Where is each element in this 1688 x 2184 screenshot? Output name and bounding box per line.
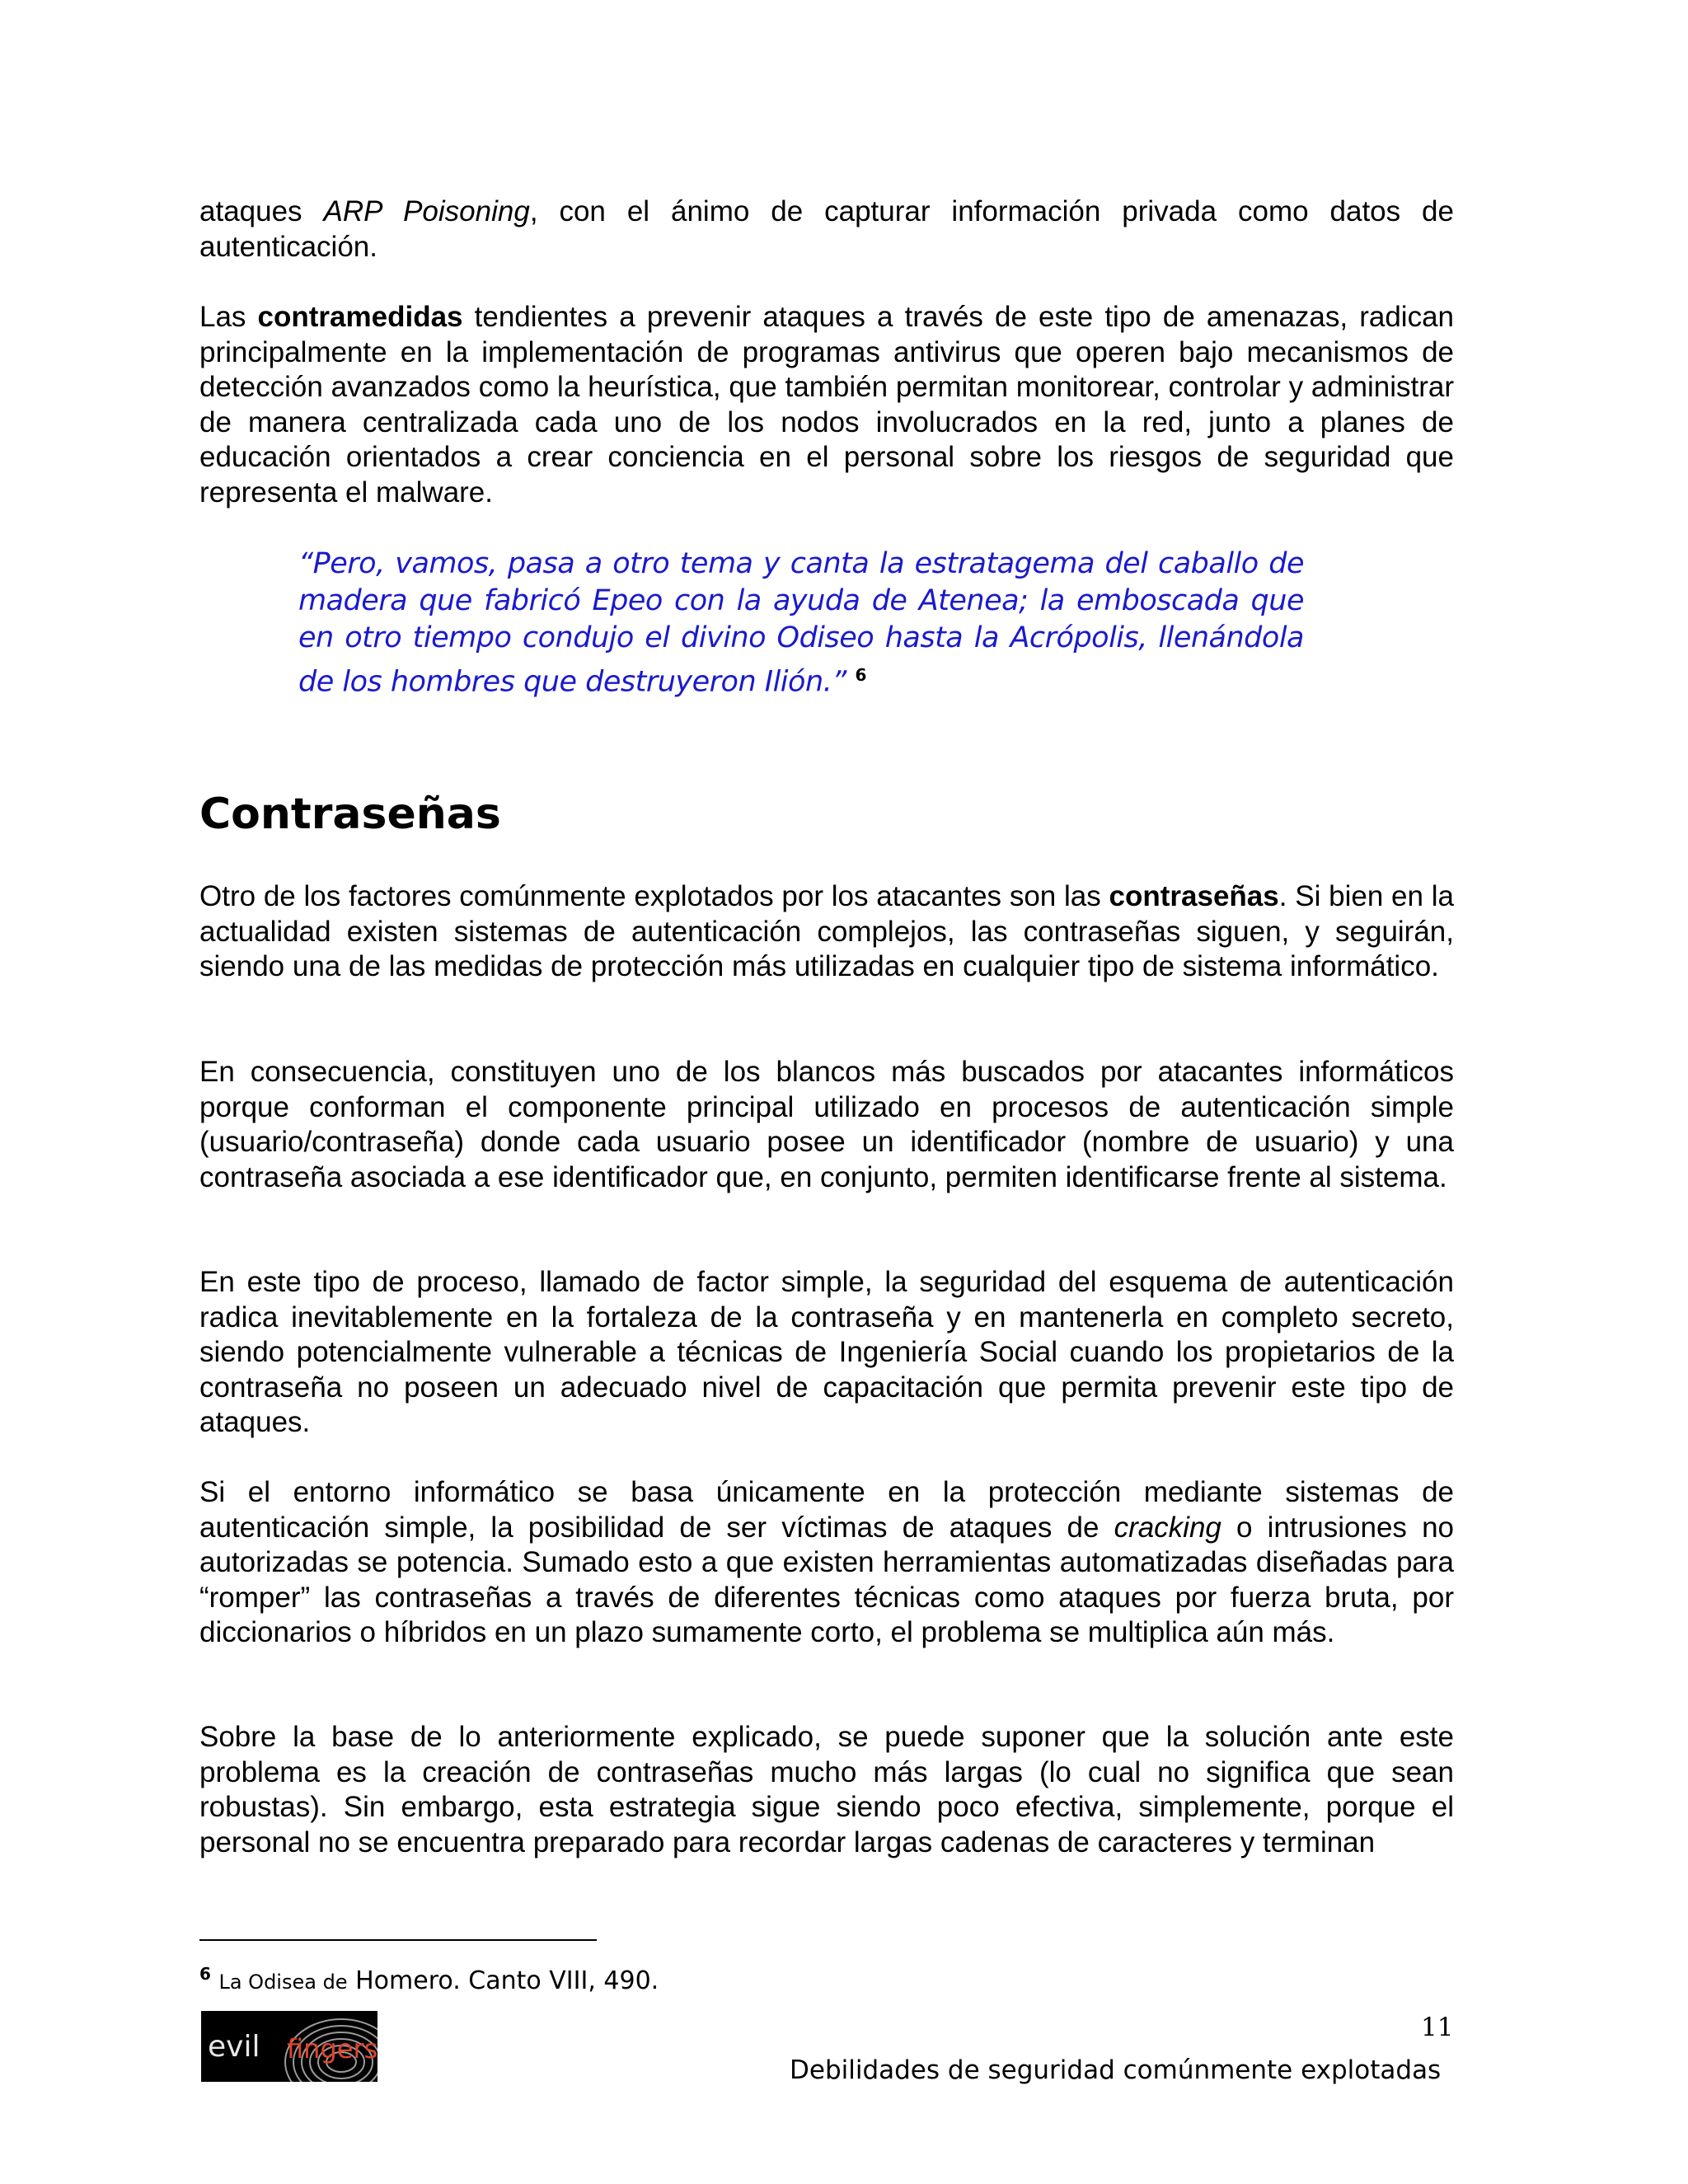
logo-word-fingers: fingers (287, 2033, 377, 2064)
page-number: 11 (1421, 2013, 1454, 2042)
paragraph-text: Si el entorno informático se basa únicamente en la protección mediante sistemas de autenticación simple, la posibilidad de ser víctimas de ataques de (199, 1476, 1454, 1544)
paragraph-consequence: En consecuencia, constituyen uno de los blancos más buscados por atacantes informáticos porque conforman el componente principal utilizado en procesos de autenticación simple (usuario/contraseña) donde cada usuario posee un identificador (nombre de usuario) y una contraseña asociada a ese identificador que, en conjunto, permiten identificarse frente al sistema. (199, 1056, 1454, 1193)
paragraph-long-passwords: Sobre la base de lo anteriormente explicado, se puede suponer que la solución ante este problema es la creación de contraseñas mucho más largas (lo cual no significa que sean robustas). Sin embargo, esta estrategia sigue siendo poco efectiva, simplemente, porque el personal no se encuentra preparado para recordar largas cadenas de caracteres y terminan (199, 1721, 1454, 1858)
logo-word-evil: evil (208, 2030, 260, 2064)
bold-term: contramedidas (257, 301, 463, 333)
quote-text: “Pero, vamos, pasa a otro tema y canta la estratagema del caballo de madera que fabricó Epeo con la ayuda de Atenea; la emboscada que en otro tiempo condujo el divino Odiseo hasta la Acrópolis, llenándola de los hombres que destruyeron Ilión.” (298, 547, 1304, 699)
paragraph-text: ataques (199, 195, 324, 227)
block-quote (298, 546, 1304, 701)
emphasis-term: cracking (1114, 1511, 1221, 1544)
footnote-number: 6 (199, 1964, 211, 1984)
section-heading: Contraseñas (199, 790, 501, 839)
footnote-divider (199, 1939, 597, 1941)
paragraph-text: . Si bien en la actualidad existen sistemas de autenticación complejos, las contraseñas siguen, y seguirán, siendo una de las medidas de protección más utilizadas en cualquier tipo de sistema informático. (199, 880, 1454, 982)
footer-title: Debilidades de seguridad comúnmente explotadas (790, 2055, 1442, 2085)
footnote-reference: 6 (855, 665, 866, 685)
paragraph-intro (199, 194, 1454, 265)
paragraph-text: , con el ánimo de capturar información privada como datos de autenticación. (199, 195, 1454, 263)
bold-term: contraseñas (1109, 880, 1279, 912)
paragraph-text: tendientes a prevenir ataques a través de este tipo de amenazas, radican principalmente en la implementación de programas antivirus que operen bajo mecanismos de detección avanzados como la heurística, que también permitan monitorear, controlar y administrar de manera centralizada cada uno de los nodos involucrados en la red, junto a planes de educación orientados a crear conciencia en el personal sobre los riesgos de seguridad que representa el malware. (199, 301, 1455, 509)
paragraph-single-factor: En este tipo de proceso, llamado de factor simple, la seguridad del esquema de autenticación radica inevitablemente en la fortaleza de la contraseña y en mantenerla en completo secreto, siendo potencialmente vulnerable a técnicas de Ingeniería Social cuando los propietarios de la contraseña no poseen un adecuado nivel de capacitación que permita prevenir este tipo de ataques. (199, 1266, 1454, 1438)
footnote (199, 1957, 659, 1999)
footnote-text: Homero. Canto VIII, 490. (347, 1966, 659, 1995)
evilfingers-logo (201, 2011, 377, 2082)
paragraph-text: Otro de los factores comúnmente explotados por los atacantes son las (199, 880, 1109, 912)
paragraph-text: o intrusiones no autorizadas se potencia. Sumado esto a que existen herramientas automatizadas diseñadas para “romper” las contraseñas a través de diferentes técnicas como ataques por fuerza bruta, por diccionarios o híbridos en un plazo sumamente corto, el problema se multiplica aún más. (199, 1511, 1454, 1648)
paragraph-countermeasures (199, 300, 1454, 510)
footnote-text-small: La Odisea de (218, 1971, 348, 1994)
emphasis-term: ARP Poisoning (323, 195, 530, 227)
paragraph-text: Las (199, 301, 258, 333)
paragraph-passwords-intro (199, 879, 1454, 985)
paragraph-cracking (199, 1475, 1454, 1651)
